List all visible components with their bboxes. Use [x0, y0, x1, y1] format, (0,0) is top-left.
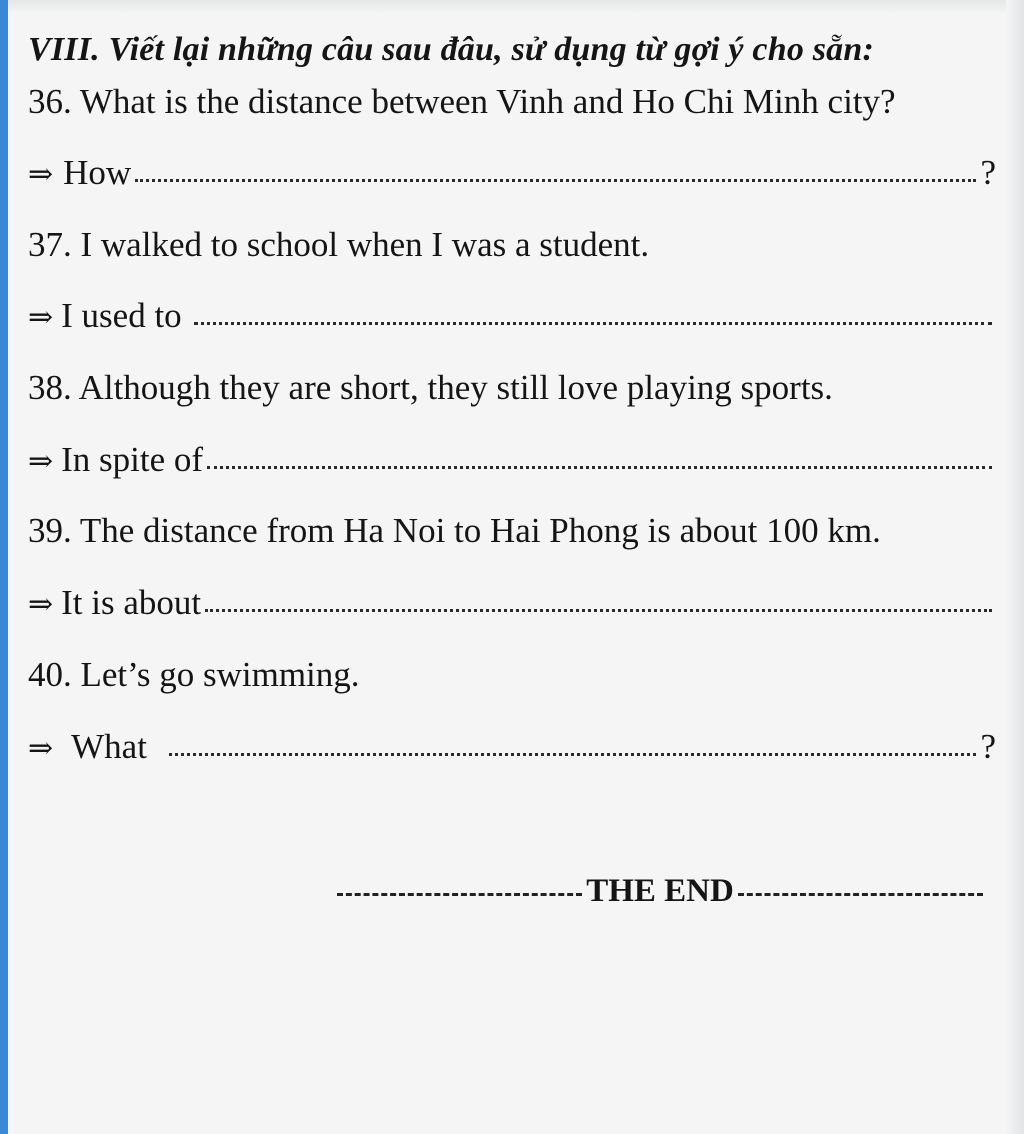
question-37: 37. I walked to school when I was a student. [28, 225, 650, 264]
answer-cue-36: How [63, 153, 132, 192]
answer-line-40 [28, 729, 996, 764]
right-page-edge [1006, 0, 1024, 1134]
question-36: 36. What is the distance between Vinh and Ho Chi Minh city? [28, 82, 896, 121]
implies-arrow-icon: ⇒ [28, 588, 54, 621]
answer-end-36: ? [980, 153, 996, 192]
question-38: 38. Although they are short, they still love playing sports. [28, 368, 833, 407]
answer-line-39 [28, 585, 996, 620]
question-39: 39. The distance from Ha Noi to Hai Phong is about 100 km. [28, 511, 881, 550]
answer-end-40: ? [980, 727, 996, 766]
answer-line-38 [28, 442, 996, 477]
section-heading: VIII. Viết lại những câu sau đâu, sử dụng từ gợi ý cho sẵn: [28, 31, 874, 68]
implies-arrow-icon: ⇒ [28, 301, 54, 334]
answer-blank-37 [194, 322, 992, 325]
the-end-footer [337, 873, 983, 910]
footer-text: THE END [586, 873, 734, 909]
page-top-shadow [0, 0, 1024, 14]
implies-arrow-icon: ⇒ [28, 732, 54, 765]
answer-cue-40: What [71, 727, 147, 766]
answer-blank-39 [205, 609, 992, 612]
answer-line-36 [28, 155, 996, 190]
footer-dash-right [738, 893, 983, 896]
answer-cue-37: I used to [61, 296, 182, 335]
footer-dash-left [337, 893, 582, 896]
answer-blank-38 [207, 466, 992, 469]
answer-blank-36 [135, 179, 976, 182]
left-border-rule [0, 0, 8, 1134]
question-40: 40. Let’s go swimming. [28, 655, 360, 694]
implies-arrow-icon: ⇒ [28, 445, 54, 478]
answer-cue-38: In spite of [61, 440, 204, 479]
implies-arrow-icon: ⇒ [28, 158, 54, 191]
answer-cue-39: It is about [61, 583, 202, 622]
answer-blank-40 [169, 753, 977, 756]
answer-line-37 [28, 298, 996, 333]
